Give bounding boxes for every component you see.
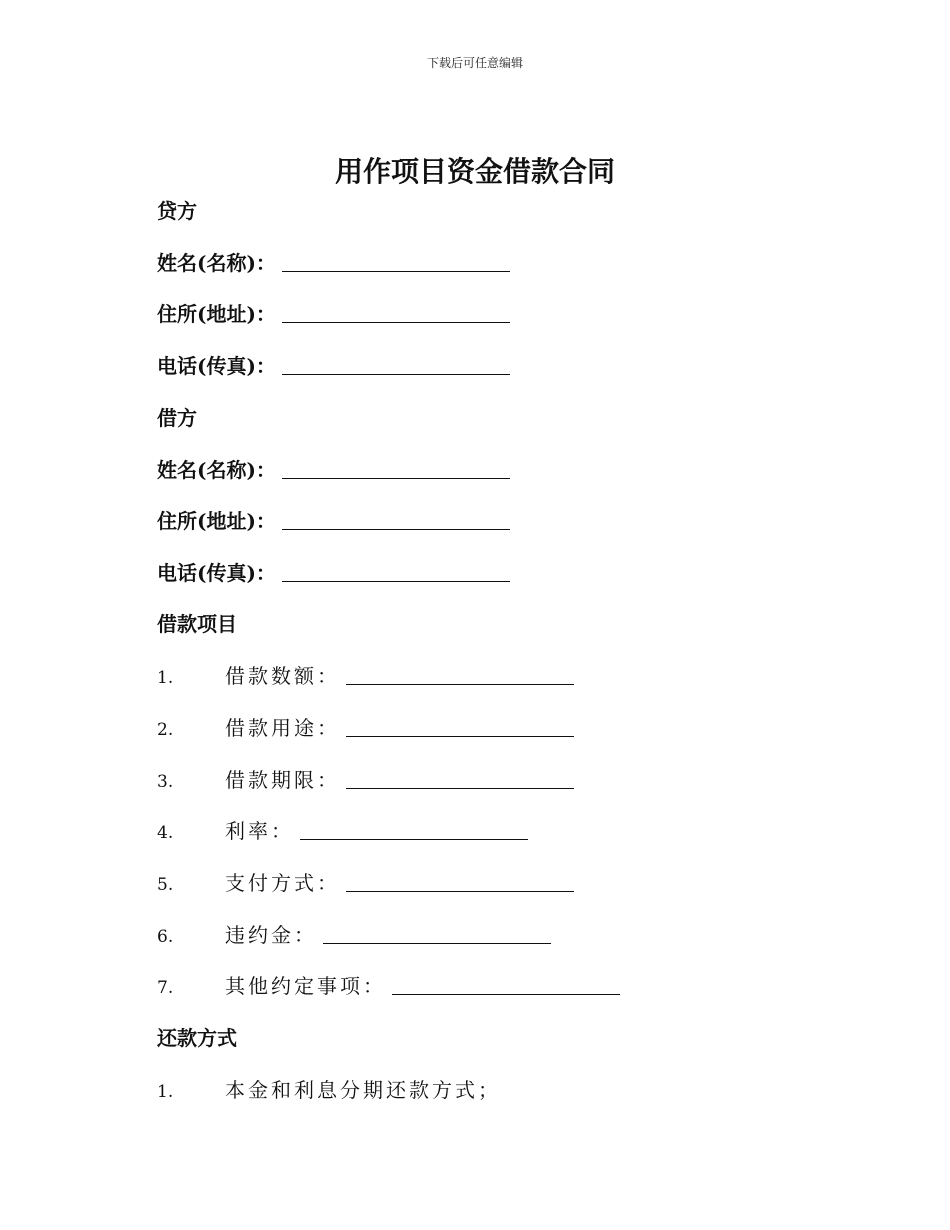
lender-name-label: 姓名(名称)： — [157, 251, 276, 275]
payment-method-blank[interactable] — [346, 871, 574, 892]
lender-address-blank[interactable] — [282, 302, 510, 323]
borrower-phone-blank[interactable] — [282, 561, 510, 582]
borrower-name-row — [157, 455, 510, 485]
loan-term-blank[interactable] — [346, 768, 574, 789]
loan-amount-blank[interactable] — [346, 664, 574, 685]
loan-item-number: 6. — [157, 927, 174, 947]
loan-item-number: 2. — [157, 720, 174, 740]
other-terms-blank[interactable] — [392, 974, 620, 995]
loan-purpose-blank[interactable] — [346, 716, 574, 737]
repayment-heading-text: 还款方式 — [157, 1026, 237, 1050]
loan-item-label: 违约金： — [225, 923, 317, 947]
borrower-name-blank[interactable] — [282, 458, 510, 479]
loan-item-label: 利率： — [225, 819, 294, 843]
lender-heading — [157, 196, 197, 226]
loan-item-label: 借款期限： — [225, 768, 340, 792]
loan-item-number: 3. — [157, 772, 174, 792]
lender-address-row — [157, 299, 510, 329]
borrower-heading — [157, 403, 197, 433]
borrower-name-label: 姓名(名称)： — [157, 458, 276, 482]
lender-phone-label: 电话(传真)： — [157, 354, 276, 378]
lender-name-blank[interactable] — [282, 251, 510, 272]
loan-item-row — [157, 713, 574, 743]
repayment-item-row — [157, 1075, 501, 1105]
loan-item-number: 7. — [157, 978, 174, 998]
lender-phone-row — [157, 351, 510, 381]
lender-address-label: 住所(地址)： — [157, 302, 276, 326]
loan-item-number: 4. — [157, 823, 174, 843]
loan-item-label: 借款数额： — [225, 664, 340, 688]
borrower-address-row — [157, 506, 510, 536]
loan-item-row — [157, 971, 620, 1001]
loan-item-row — [157, 816, 528, 846]
loan-item-row — [157, 868, 574, 898]
loan-item-number: 5. — [157, 875, 174, 895]
repayment-item-label: 本金和利息分期还款方式； — [225, 1078, 501, 1102]
interest-rate-blank[interactable] — [300, 819, 528, 840]
lender-name-row — [157, 248, 510, 278]
loan-items-heading-text: 借款项目 — [157, 612, 237, 636]
document-title: 用作项目资金借款合同 — [334, 155, 615, 188]
borrower-address-label: 住所(地址)： — [157, 509, 276, 533]
loan-item-label: 借款用途： — [225, 716, 340, 740]
lender-phone-blank[interactable] — [282, 354, 510, 375]
borrower-phone-label: 电话(传真)： — [157, 561, 276, 585]
header-note: 下载后可任意编辑 — [426, 56, 523, 70]
borrower-heading-text: 借方 — [157, 406, 197, 430]
lender-heading-text: 贷方 — [157, 199, 197, 223]
loan-item-row — [157, 920, 551, 950]
repayment-item-number: 1. — [157, 1082, 174, 1102]
loan-item-row — [157, 765, 574, 795]
loan-item-label: 其他约定事项： — [225, 974, 386, 998]
loan-item-row — [157, 661, 574, 691]
loan-item-label: 支付方式： — [225, 871, 340, 895]
loan-items-heading — [157, 609, 237, 639]
penalty-blank[interactable] — [323, 923, 551, 944]
borrower-address-blank[interactable] — [282, 509, 510, 530]
repayment-heading — [157, 1023, 237, 1053]
borrower-phone-row — [157, 558, 510, 588]
loan-item-number: 1. — [157, 668, 174, 688]
